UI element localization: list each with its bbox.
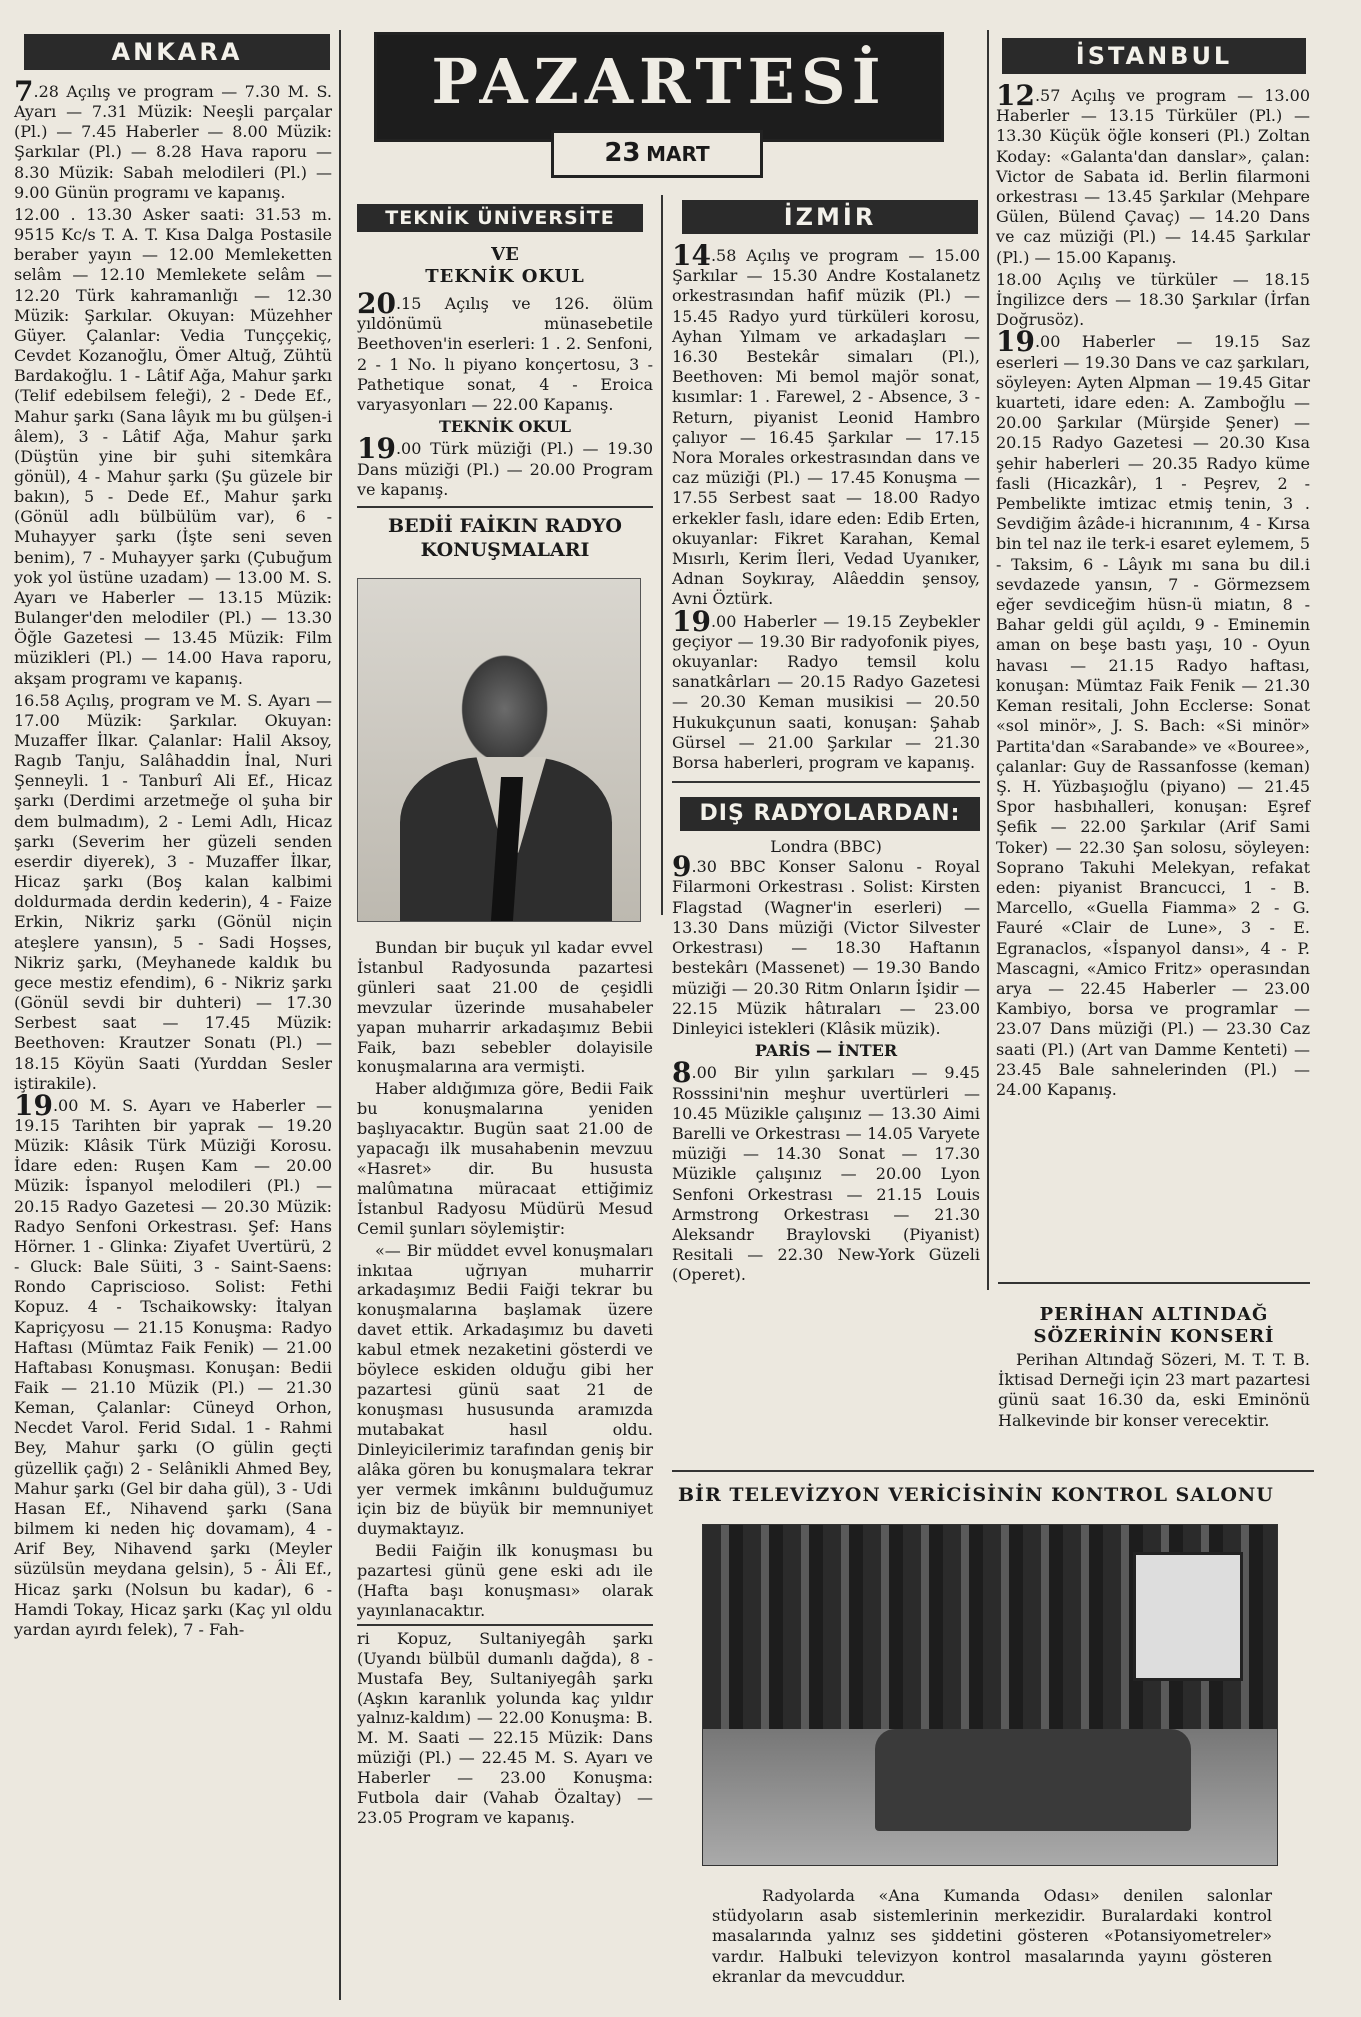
istanbul-entry-2: 18.00 Açılış ve türküler — 18.15 İngilizce ders — 18.30 Şarkılar (İrfan Doğrusöz). [996,269,1310,330]
tv-title: BİR TELEVİZYON VERİCİSİNİN KONTROL SALONU [678,1484,1274,1506]
dis-hour-1: 9 [672,850,692,884]
teknik-program [357,287,653,500]
ankara-continuation: ri Kopuz, Sultaniyegâh şarkı (Uyandı bülbül dumanlı dağda), 8 - Mustafa Bey, Sultaniyegâh şarkı (Aşkın karanlık yolunda kaç yıldır yalnız-kaldım) — 22.00 Konuşma: B. M. M. Saati — 22.15 Müzik: Dans müziği (Pl.) — 22.45 M. S. Ayarı ve Haberler — 23.00 Konuşma: Futbola dair (Vahab Özaltay) — 23.05 Program ve kapanış. [357,1628,653,1827]
ankara-evening: 19.00 M. S. Ayarı ve Haberler — 19.15 Tarihten bir yaprak — 19.20 Müzik: Klâsik Türk Müziği Korosu. İdare eden: Ruşen Kam — 20.00 Müzik: İspanyol melodileri (Pl.) — 20.15 Radyo Gazetesi — 20.30 Müzik: Radyo Senfoni Orkestrası. Şef: Hans Hörner. 1 - Glinka: Ziyafet Uvertürü, 2 - Gluck: Bale Süiti, 3 - Saint-Saens: Rondo Capriscioso. Solist: Fethi Kopuz. 4 - Tschaikowsky: İtalyan Kapriçyosu — 21.15 Konuşma: Radyo Haftası (Mümtaz Faik Fenik) — 21.00 Haftabası Konuşması. Konuşan: Bedii Faik — 21.10 Müzik (Pl.) — 21.30 Keman, Çalanlar: Cüneyd Orhon, Necdet Varol. Ferid Sıdal. 1 - Rahmi Bey, Mahur şarkı (O gülin geçti güzellik çağı) 2 - Selânikli Ahmed Bey, Mahur şarkı (Gel bir daha gül), 3 - Udi Hasan Ef., Nihavend şarkı (Sana bilmem ki neden hiç dovamam), 4 - Arif Bey, Nihavend şarkı (Meyler süzülsün meydana gelsin), 5 - Âli Ef., Hicaz şarkı (Nolsun bu kadar), 6 - Hamdi Tokay, Hicaz şarkı (Kaç yıl oldu yardan ayırdı felek), 7 - Fah- [14,1088,332,1639]
perihan-title-2: SÖZERİNİN KONSERİ [1033,1326,1275,1347]
teknik-ve: VE [491,244,519,265]
istanbul-hour-1: 12 [996,79,1035,112]
teknik-header: TEKNİK ÜNİVERSİTE [357,204,643,232]
izmir-entry-1: 14.58 Açılış ve program — 15.00 Şarkılar — 15.30 Andre Kostalanetz orkestrasından hafif müzik (Pl.) — 15.45 Radyo yurd türküleri korosu, Ayhan Yılmam ve arkadaşları — 16.30 Bestekâr simaları (Pl.), Beethoven: Mi bemol majör sonat, kısımlar: 1 . Farewel, 2 - Absence, 3 - Return, piyanist Leonid Hambro çalıyor — 16.45 Şarkılar — 17.15 Nora Morales orkestrasından dans ve caz müziği (Pl.) — 17.45 Konuşma — 17.55 Serbest saat — 18.00 Radyo erkekler faslı, idare eden: Edib Erten, okuyanlar: Fikret Karahan, Kemal Mısırlı, Kerim İleri, Vedad Uyanıker, Adnan Soykıray, Alâeddin şensoy, Avni Öztürk. [672,239,980,609]
teknik-entry-1: 20.15 Açılış ve 126. ölüm yıldönümü münasebetile Beethoven'in eserleri: 1 . 2. Senfoni, 2 - 1 No. lı piyano konçertosu, 3 - Pathetique sonat, 4 - Eroica varyasyonları — 22.00 Kapanış. [357,287,653,415]
teknik-entry-2: 19.00 Türk müziği (Pl.) — 19.30 Dans müziği (Pl.) — 20.00 Program ve kapanış. [357,432,653,499]
teknik-okul-title: TEKNİK OKUL [425,266,585,287]
ankara-evening-hour: 19 [14,1088,53,1122]
istanbul-column [996,38,1310,1102]
column-rule-3 [987,30,989,1290]
masthead [374,32,944,142]
izmir-program [672,239,980,773]
istanbul-program [996,79,1310,1100]
izmir-header: İZMİR [682,200,978,234]
izmir-hour-2: 19 [672,604,711,638]
date-day: 23 [604,138,641,168]
istanbul-hour-3: 19 [996,325,1035,359]
bedii-divider [357,1624,653,1626]
dis-londra: Londra (BBC) [770,837,882,857]
column-rule-1 [339,30,341,2000]
perihan-section [998,1282,1310,1431]
istanbul-header: İSTANBUL [1002,38,1306,74]
bedii-title-2: KONUŞMALARI [420,539,590,562]
ankara-program [14,75,332,1640]
perihan-title-1: PERİHAN ALTINDAĞ [1039,1304,1269,1325]
bedii-paragraph-2: Haber aldığımıza göre, Bedii Faik bu konuşmalarına yeniden başlıyacaktır. Bugün saat 21.00 de yapacağı ilk musahabenin mevzuu «Hasret» dir. Bu hususta malûmatına müracaat ettiğimiz İstanbul Radyosu Müdürü Mesud Cemil şunları söylemiştir: [357,1079,653,1238]
izmir-divider [672,781,980,783]
izmir-column [672,200,980,1288]
teknik-divider [357,506,653,508]
tv-control-room-photo [702,1524,1278,1866]
perihan-text: Perihan Altındağ Sözeri, M. T. T. B. İktisad Derneği için 23 mart pazartesi günü saat 16.30 da, eski Eminönü Halkevinde bir konser verecektir. [998,1350,1310,1430]
ankara-morning-hour: 7 [14,75,34,108]
dis-hour-2: 8 [672,1056,692,1090]
bedii-paragraph-4: Bedii Faiğin ilk konuşması bu pazartesi günü gene eski adı ile (Hafta başı konuşması» olarak yayınlanacaktır. [357,1541,653,1620]
bedii-paragraph-1: Bundan bir buçuk yıl kadar evvel İstanbul Radyosunda pazartesi günleri saat 21.00 de çeşidli mevzular üzerinde musahabeler yapan muharrir arkadaşımız Bebii Faik, bazı sebebler dolayisile konuşmalarına ara vermişti. [357,938,653,1077]
date-month: MART [646,142,710,166]
dis-program [672,850,980,1285]
teknik-column [357,204,653,1830]
bedii-paragraph-3: «— Bir müddet evvel konuşmaları inkıtaa uğrıyan muharrir arkadaşımız Bedii Faiği tekrar bu konuşmalarına başlamak üzere davet ettik. Arkadaşımız bu daveti kabul etmek nezaketini gösterdi ve böylece eskiden olduğu gibi her pazartesi günü saat 21 de konuşması hususunda aramızda mutabakat hasıl oldu. Dinleyicilerimiz tarafından geniş bir alâka gören bu konuşmalara tekrar yer vermek imkânını bulduğumuz için biz de büyük bir memnuniyet duymaktayız. [357,1240,653,1539]
column-rule-2 [661,195,663,915]
bedii-faik-portrait [357,578,641,922]
teknik-hour-1: 20 [357,287,396,320]
ankara-column [14,34,332,1642]
izmir-entry-2: 19.00 Haberler — 19.15 Zeybekler geçiyor — 19.30 Bir radyofonik piyes, okuyanlar: Radyo temsil kolu sanatkârları — 20.15 Radyo Gazetesi — 20.30 Keman musikisi — 20.50 Hukukçunun saati, konuşan: Şahab Gürsel — 21.00 Şarkılar — 21.30 Borsa haberleri, program ve kapanış. [672,604,980,773]
bedii-article [357,938,653,1828]
ankara-noon: 12.00 . 13.30 Asker saati: 31.53 m. 9515 Kc/s T. A. T. Kısa Dalga Postasile beraber yayın — 12.00 Memleketten selâm — 12.10 Memlekete selâm — 12.20 Türk kahramanlığı — 12.30 Müzik: Şarkılar. Okuyan: Müzehher Güyer. Çalanlar: Vedia Tunççekiç, Cevdet Kozanoğlu, Ömer Altuğ, Zühtü Bardakoğlu. 1 - Lâtif Ağa, Mahur şarkı (Telif edebilsem feleği), 2 - Dede Ef., Mahur şarkı (Sana lâyık mı bu gülşen-i âlem), 3 - Lâtif Ağa, Mahur şarkı (Düştün yine bir şuhi sitemkâra gönül), 4 - Mahur şarkı (Şu güzele bir bakın), 5 - Dede Ef., Mahur şarkı (Gönül adlı bülbülüm var), 6 - Muhayyer şarkı (İşte seni seven benim), 7 - Muhayyer şarkı (Çubuğum yok yol üstüne uzadam) — 13.00 M. S. Ayarı ve Haberler — 13.15 Müzik: Bulanger'den melodiler (Pl.) — 13.30 Öğle Gazetesi — 13.45 Müzik: Film müzikleri (Pl.) — 14.00 Hava raporu, akşam programı ve kapanış. [14,204,332,688]
ankara-header: ANKARA [24,34,330,70]
ankara-afternoon: 16.58 Açılış, program ve M. S. Ayarı — 17.00 Müzik: Şarkılar. Okuyan: Muzaffer İlkar. Çalanlar: Halil Aksoy, Ragıb Tanju, Salâhaddin İnal, Nuri Şenneyli. 1 - Tanburî Ali Ef., Hicaz şarkı (Derdimi arzetmeğe ol şuha bir dem bulmadım), 2 - Lemi Adlı, Hicaz şarkı (Severim her güzeli senden eserdir diyerek), 3 - Muzaffer İlkar, Hicaz şarkı (Boş kalan kalbimi doldurmada derdin kederin), 4 - Faize Erkin, Nikriz şarkı (Gönül niçin ateşlere yansın), 5 - Sadi Hoşses, Nikriz şarkı, (Meyhanede kaldık bu gece mestiz efendim), 6 - Nikriz şarkı (Gönül sevdi bir duhteri) — 17.30 Serbest saat — 17.45 Müzik: Beethoven: Krautzer Sonatı (Pl.) — 18.15 Köyün Saati (Yurddan Sesler iştirakile). [14,690,332,1093]
date-box [551,130,763,178]
bedii-title-1: BEDİİ FAİKIN RADYO [388,515,622,538]
ankara-morning: 7.28 Açılış ve program — 7.30 M. S. Ayarı — 7.31 Müzik: Neeşli parçalar (Pl.) — 7.45 Haberler — 8.00 Müzik: Şarkılar (Pl.) — 8.28 Hava raporu — 8.30 Müzik: Sabah melodileri (Pl.) — 9.00 Günün programı ve kapanış. [14,75,332,202]
perihan-divider [998,1282,1310,1284]
teknik-hour-2: 19 [357,432,396,466]
dis-paris: PARİS — İNTER [754,1041,898,1061]
dis-entry-1: 9.30 BBC Konser Salonu - Royal Filarmoni Orkestrası . Solist: Kirsten Flagstad (Wagner'in eserleri) — 13.30 Dans müziği (Victor Silvester Orkestrası) — 18.30 Haftanın bestekârı (Massenet) — 19.30 Bando müziği — 20.30 Ritm Onların İşidir — 22.15 Müzik hâtıraları — 23.00 Dinleyici istekleri (Klâsik müzik). [672,850,980,1038]
tv-caption: Radyolarda «Ana Kumanda Odası» denilen salonlar stüdyoların asab sistemlerinin merkezidir. Buralardaki kontrol masalarında yalnız ses şiddetini gösteren «Potansiyometreler» vardır. Halbuki televizyon kontrol masalarında yayını gösteren ekranlar da mevcuddur. [712,1886,1272,1986]
teknik-okul-subtitle: TEKNİK OKUL [438,417,572,437]
tv-top-rule [672,1470,1314,1472]
istanbul-entry-3: 19.00 Haberler — 19.15 Saz eserleri — 19.30 Dans ve caz şarkıları, söyleyen: Ayten Alpman — 19.45 Gitar kuarteti, idare eden: A. Zamboğlu — 20.00 Şarkılar (Mürşide Şener) — 20.15 Radyo Gazetesi — 20.30 Kısa şehir haberleri — 20.35 Radyo küme fasli (Hicazkâr), 1 - Peşrev, 2 - Pembelikte imtizac etmiş tenin, 3 . Sevdiğim âzâde-i hicranınım, 4 - Kırsa bin tel naz ile terk-i esaret eylemem, 5 - Taksim, 6 - Lâyık mı sana bu dil.i sevdazede yansın, 7 - Görmezsem eğer sevdiceğim hüsn-ü miatın, 8 - Bahar geldi gül açıldı, 9 - Eminemin aman on beşe bastı yaşı, 10 - Oyun havası — 21.15 Radyo haftası, konuşan: Mümtaz Faik Fenik — 21.30 Keman resitali, John Ecclerse: Sonat «sol minör», J. S. Bach: «Si minör» Partita'dan «Sarabande» ve «Bouree», çalanlar: Guy de Rassanfosse (keman) Ş. H. Yüzbaşıoğlu (piyano) — 21.45 Spor hasbıhalleri, konuşan: Eşref Şefik — 22.00 Şarkılar (Arif Sami Toker) — 22.30 Şan solosu, söyleyen: Soprano Takuhi Melekyan, refakat eden: piyanist Brancucci, 1 - B. Marcello, «Guella Fiamma» 2 - G. Fauré «Clair de Lune», 3 - E. Egranaclos, «İspanyol dansı», 4 - P. Mascagni, «Amico Fritz» operasından arya — 22.45 Haberler — 23.00 Kambiyo, borsa ve programlar — 23.07 Dans müziği (Pl.) — 23.30 Caz saati (Pl.) (Art van Damme Kenteti) — 23.45 Bale sahnelerinden (Pl.) — 24.00 Kapanış. [996,325,1310,1099]
istanbul-entry-1: 12.57 Açılış ve program — 13.00 Haberler — 13.15 Türküler (Pl.) — 13.30 Küçük öğle konseri (Pl.) Zoltan Koday: «Galanta'dan danslar», çalan: Victor de Sabata id. Berlin filarmoni orkestrası — 13.45 Şarkılar (Mehpare Gülen, Bülend Çavaç) — 14.20 Dans ve caz müziği (Pl.) — 14.45 Şarkılar (Pl.) — 15.00 Kapanış. [996,79,1310,267]
dis-entry-2: 8.00 Bir yılın şarkıları — 9.45 Rosssini'nin meşhur uvertürleri — 10.45 Müzikle çalışınız — 13.30 Aimi Barelli ve Orkestrası — 14.05 Varyete müziği — 14.30 Sonat — 17.30 Müzikle çalışınız — 20.00 Lyon Senfoni Orkestrası — 21.15 Louis Armstrong Orkestrası — 21.30 Aleksandr Braylovski (Piyanist) Resitali — 22.30 New-York Güzeli (Operet). [672,1056,980,1285]
masthead-title: PAZARTESİ [431,45,887,118]
tv-section [672,1470,1314,1987]
izmir-hour-1: 14 [672,239,711,272]
dis-header: DIŞ RADYOLARDAN: [680,797,980,831]
